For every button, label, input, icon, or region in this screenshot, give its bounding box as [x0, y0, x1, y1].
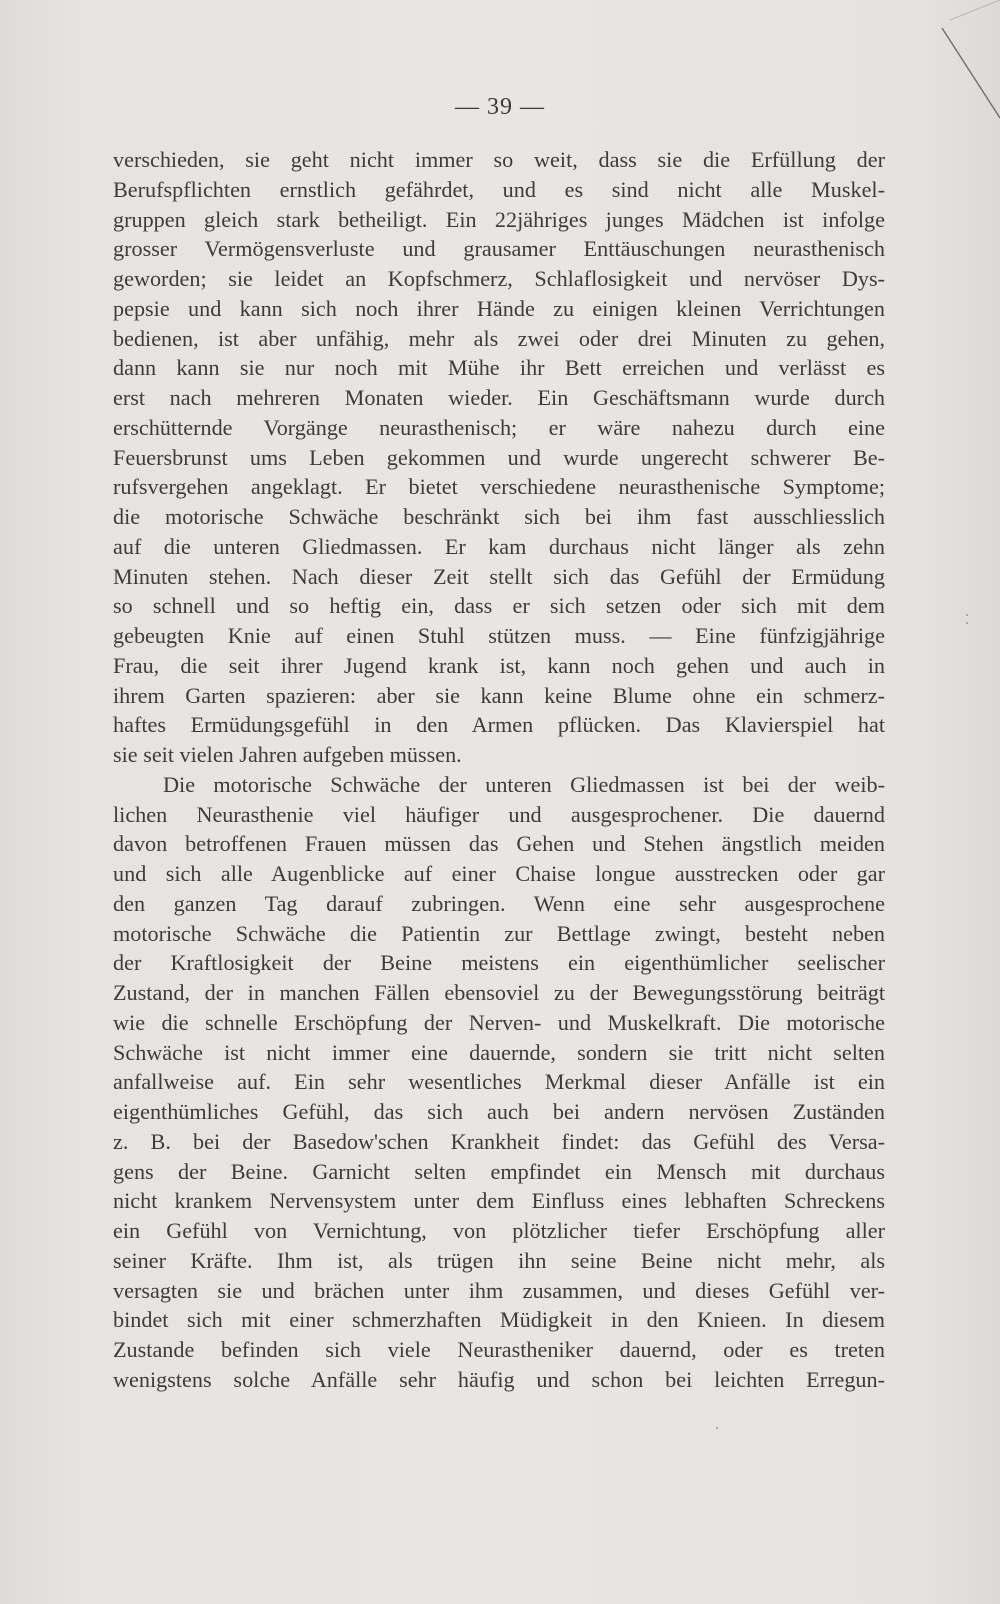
text-line: ihrem Garten spazieren: aber sie kann keine Blume ohne ein schmerz- — [113, 682, 885, 708]
text-line: Minuten stehen. Nach dieser Zeit stellt sich das Gefühl der Ermüdung — [113, 563, 885, 589]
text-line: z. B. bei der Basedow'schen Krankheit findet: das Gefühl des Versa- — [113, 1128, 885, 1154]
paragraph-end-line: sie seit vielen Jahren aufgeben müssen. — [113, 742, 462, 767]
paper-speck — [966, 622, 968, 624]
text-line: Feuersbrunst ums Leben gekommen und wurde ungerecht schwerer Be- — [113, 444, 885, 470]
text-line: gens der Beine. Garnicht selten empfindet ein Mensch mit durchaus — [113, 1158, 885, 1184]
text-line: der Kraftlosigkeit der Beine meistens ein eigenthümlicher seelischer — [113, 950, 885, 976]
text-line: Frau, die seit ihrer Jugend krank ist, kann noch gehen und auch in — [113, 652, 885, 678]
text-line: Zustande befinden sich viele Neurastheniker dauernd, oder es treten — [113, 1337, 885, 1362]
text-line: und sich alle Augenblicke auf einer Chaise longue ausstrecken oder gar — [113, 861, 885, 886]
text-line: ein Gefühl von Vernichtung, von plötzlicher tiefer Erschöpfung aller — [113, 1218, 885, 1243]
text-line: versagten sie und brächen unter ihm zusammen, und dieses Gefühl ver- — [113, 1277, 885, 1303]
text-line: davon betroffenen Frauen müssen das Gehen und Stehen ängstlich meiden — [113, 831, 885, 857]
text-line: so schnell und so heftig ein, dass er sich setzen oder sich mit dem — [113, 593, 885, 619]
text-line: Schwäche ist nicht immer eine dauernde, sondern sie tritt nicht selten — [113, 1039, 885, 1065]
text-line: gebeugten Knie auf einen Stuhl stützen muss. — Eine fünfzigjährige — [113, 623, 885, 648]
text-line: nicht krankem Nervensystem unter dem Einfluss eines lebhaften Schreckens — [113, 1188, 885, 1214]
text-line: haftes Ermüdungsgefühl in den Armen pflücken. Das Klavierspiel hat — [113, 712, 885, 738]
text-line: pepsie und kann sich noch ihrer Hände zu einigen kleinen Verrichtungen — [113, 295, 885, 321]
text-line: lichen Neurasthenie viel häufiger und ausgesprochener. Die dauernd — [113, 801, 885, 827]
text-line: auf die unteren Gliedmassen. Er kam durchaus nicht länger als zehn — [113, 533, 885, 559]
text-line: eigenthümliches Gefühl, das sich auch bei andern nervösen Zuständen — [113, 1099, 885, 1124]
text-line: grosser Vermögensverluste und grausamer Enttäuschungen neurasthenisch — [113, 236, 885, 262]
text-line: dann kann sie nur noch mit Mühe ihr Bett erreichen und verlässt es — [113, 355, 885, 381]
text-line: seiner Kräfte. Ihm ist, als trügen ihn seine Beine nicht mehr, als — [113, 1247, 885, 1273]
text-line: motorische Schwäche die Patientin zur Bettlage zwingt, besteht neben — [113, 920, 885, 946]
body-text — [113, 145, 885, 1395]
text-line: den ganzen Tag darauf zubringen. Wenn eine sehr ausgesprochene — [113, 890, 885, 916]
text-line: erschütternde Vorgänge neurasthenisch; er wäre nahezu durch eine — [113, 414, 885, 440]
text-line: erst nach mehreren Monaten wieder. Ein Geschäftsmann wurde durch — [113, 385, 885, 410]
text-line: wie die schnelle Erschöpfung der Nerven- und Muskelkraft. Die motorische — [113, 1009, 885, 1035]
text-line: Zustand, der in manchen Fällen ebensoviel zu der Bewegungsstörung beiträgt — [113, 980, 885, 1005]
paper-speck — [966, 614, 968, 616]
text-line: bedienen, ist aber unfähig, mehr als zwei oder drei Minuten zu gehen, — [113, 325, 885, 351]
text-line: wenigstens solche Anfälle sehr häufig und schon bei leichten Erregun- — [113, 1366, 885, 1392]
paper-speck — [716, 1427, 718, 1429]
text-line: geworden; sie leidet an Kopfschmerz, Schlaflosigkeit und nervöser Dys- — [113, 266, 885, 291]
text-line: die motorische Schwäche beschränkt sich bei ihm fast ausschliesslich — [113, 504, 885, 529]
text-line: anfallweise auf. Ein sehr wesentliches Merkmal dieser Anfälle ist ein — [113, 1069, 885, 1095]
text-line: verschieden, sie geht nicht immer so weit, dass sie die Erfüllung der — [113, 147, 885, 172]
text-line: bindet sich mit einer schmerzhaften Müdigkeit in den Knieen. In diesem — [113, 1307, 885, 1333]
text-line: Berufspflichten ernstlich gefährdet, und es sind nicht alle Muskel- — [113, 176, 885, 202]
paragraph-start-line: Die motorische Schwäche der unteren Gliedmassen ist bei der weib- — [163, 771, 885, 797]
text-line: rufsvergehen angeklagt. Er bietet verschiedene neurasthenische Symptome; — [113, 474, 885, 500]
page-number: — 39 — — [455, 94, 545, 120]
text-line: gruppen gleich stark betheiligt. Ein 22jähriges junges Mädchen ist infolge — [113, 206, 885, 232]
